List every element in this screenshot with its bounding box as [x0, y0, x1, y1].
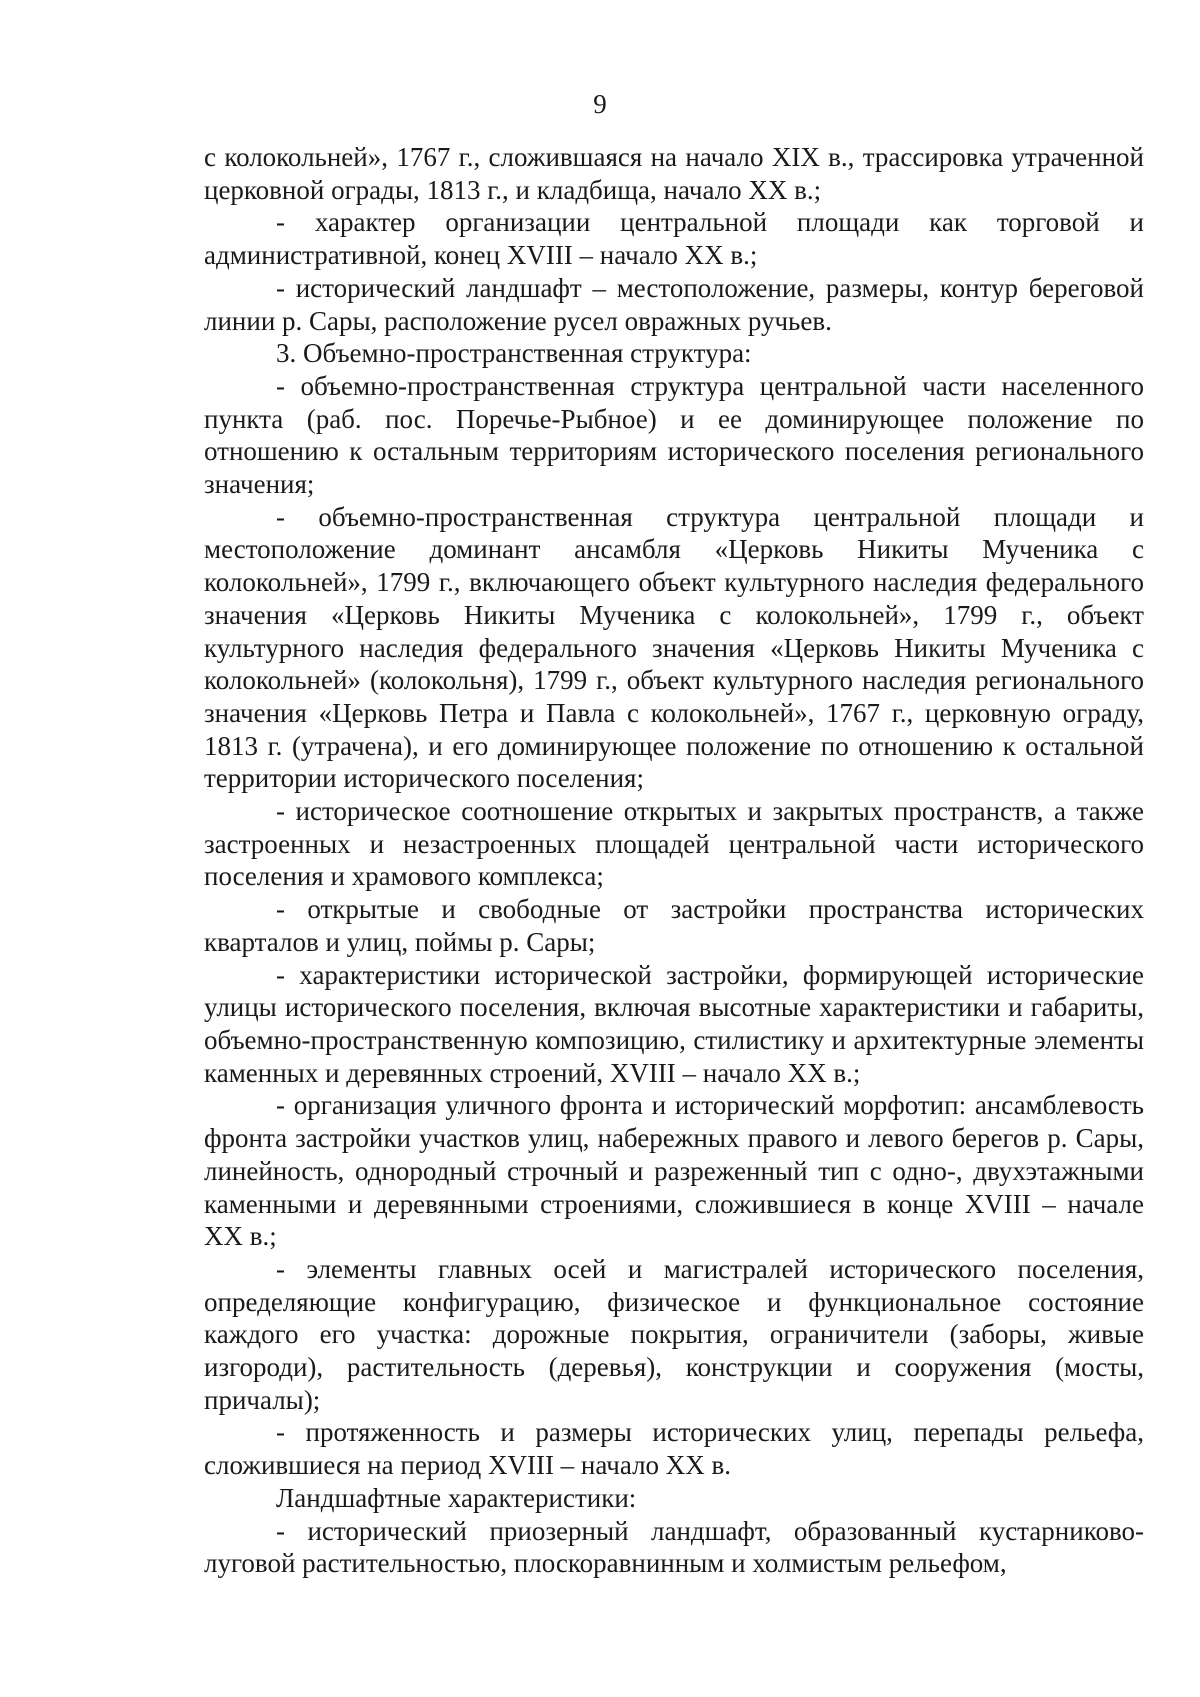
document-body	[204, 141, 1144, 1580]
paragraph-1: с колокольней», 1767 г., сложившаяся на начало XIX в., трассировка утраченной церковной ограды, 1813 г., и кладбища, начало XX в.;	[204, 142, 1144, 205]
subsection-heading-landscape: Ландшафтные характеристики:	[276, 1482, 637, 1513]
paragraph-14: - исторический приозерный ландшафт, образованный кустарниково-луговой растительностью, плоскоравнинным и холмистым рельефом,	[204, 1515, 1144, 1579]
paragraph-2: - характер организации центральной площади как торговой и административной, конец XVIII – начало XX в.;	[204, 207, 1144, 271]
paragraph-11: - элементы главных осей и магистралей исторического поселения, определяющие конфигурацию, физическое и функциональное состояние каждого его участка: дорожные покрытия, ограничители (заборы, живые изгороди), растительность (деревья), конструкции и сооружения (мосты, причалы);	[204, 1253, 1144, 1415]
paragraph-12: - протяженность и размеры исторических улиц, перепады рельефа, сложившиеся на период XVIII – начало XX в.	[204, 1417, 1144, 1481]
paragraph-7: - историческое соотношение открытых и закрытых пространств, а также застроенных и незастроенных площадей центральной части исторического поселения и храмового комплекса;	[204, 796, 1144, 892]
page-number: 9	[593, 89, 607, 119]
section-heading-3: 3. Объемно-пространственная структура:	[276, 338, 752, 369]
paragraph-10: - организация уличного фронта и исторический морфотип: ансамблевость фронта застройки участков улиц, набережных правого и левого берегов р. Сары, линейность, однородный строчный и разреженный тип с одно-, двухэтажными каменными и деревянными строениями, сложившиеся в конце XVIII – начале XX в.;	[204, 1090, 1144, 1252]
paragraph-9: - характеристики исторической застройки, формирующей исторические улицы исторического поселения, включая высотные характеристики и габариты, объемно-пространственную композицию, стилистику и архитектурные элементы каменных и деревянных строений, XVIII – начало XX в.;	[204, 959, 1144, 1088]
paragraph-6: - объемно-пространственная структура центральной площади и местоположение доминант ансамбля «Церковь Никиты Мученика с колокольней», 1799 г., включающего объект культурного наследия федерального значения «Церковь Никиты Мученика с колокольней», 1799 г., объект культурного наследия федерального значения «Церковь Никиты Мученика с колокольней» (колокольня), 1799 г., объект культурного наследия регионального значения «Церковь Петра и Павла с колокольней», 1767 г., церковную ограду, 1813 г. (утрачена), и его доминирующее положение по отношению к остальной территории исторического поселения;	[204, 501, 1144, 794]
paragraph-5: - объемно-пространственная структура центральной части населенного пункта (раб. пос. Поречье-Рыбное) и ее доминирующее положение по отношению к остальным территориям исторического поселения регионального значения;	[204, 370, 1144, 500]
paragraph-8: - открытые и свободные от застройки пространства исторических кварталов и улиц, поймы р. Сары;	[204, 894, 1144, 957]
paragraph-3: - исторический ландшафт – местоположение, размеры, контур береговой линии р. Сары, расположение русел овражных ручьев.	[204, 272, 1144, 336]
